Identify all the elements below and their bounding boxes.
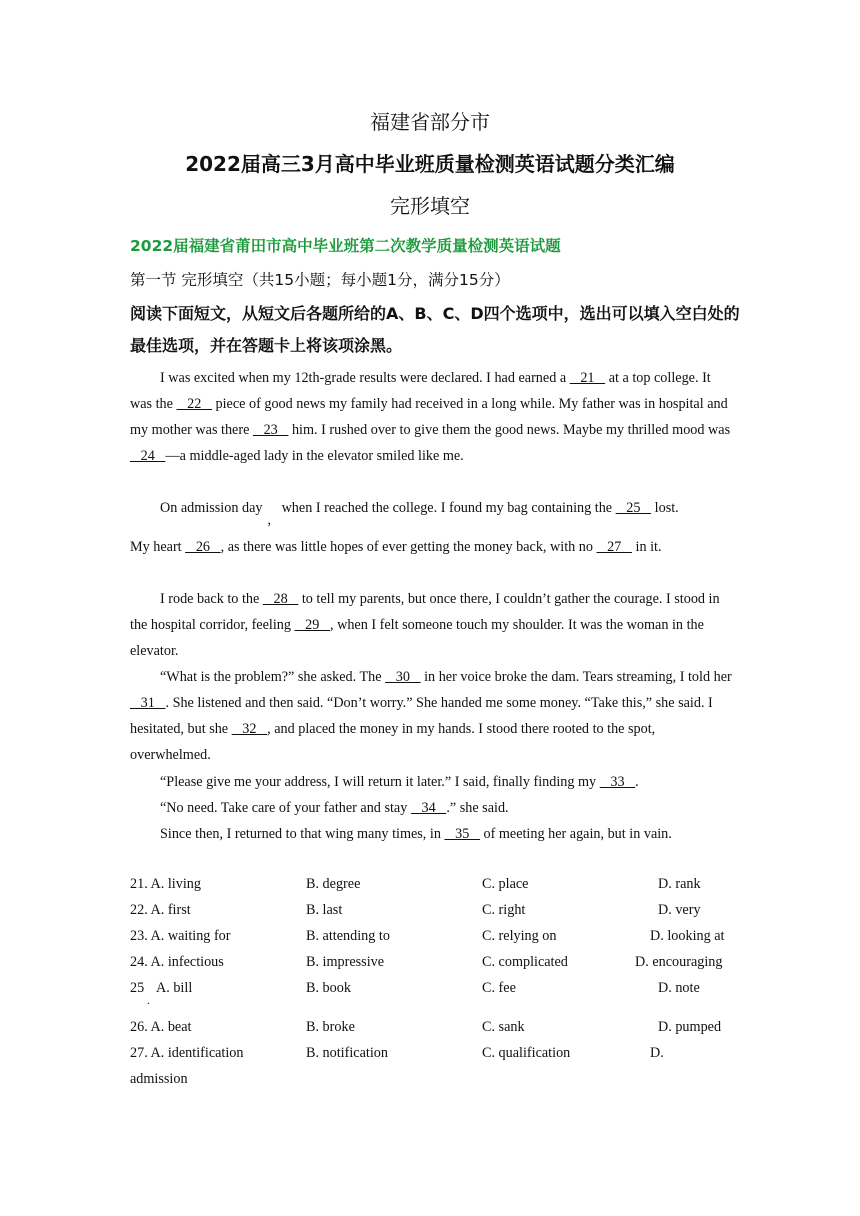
- blank-26: 26: [185, 539, 221, 555]
- passage-text: when I reached the college. I found my bag containing the: [278, 500, 616, 516]
- q26-option-a: 26. A. beat: [130, 1019, 192, 1035]
- q25-number: 25: [130, 980, 145, 996]
- passage-text: .: [635, 774, 639, 790]
- blank-30: 30: [385, 669, 421, 685]
- passage-text: piece of good news my family had received in a long while. My father was in hospital and my mother was there: [130, 396, 728, 438]
- q22-option-d: D. very: [658, 902, 701, 918]
- passage-text: , when I felt someone touch my shoulder. It was the woman in the elevator.: [130, 617, 704, 659]
- passage-text: to tell my parents, but once there, I couldn’t gather the courage. I stood in the hospital corridor, feeling: [130, 591, 720, 633]
- blank-24: 24: [130, 448, 166, 464]
- q25-option-a: A. bill: [156, 980, 193, 996]
- passage-paragraph-1: [130, 365, 736, 469]
- q21-option-d: D. rank: [658, 876, 701, 892]
- q22-option-b: B. last: [306, 902, 343, 918]
- q25-option-c: C. fee: [482, 980, 516, 996]
- blank-35: 35: [444, 826, 480, 842]
- test-title: 2022届福建省莆田市高中毕业班第二次教学质量检测英语试题: [130, 237, 561, 255]
- q23-option-d: D. looking at: [650, 928, 725, 944]
- passage-text: . She listened and then said. “Don’t worry.” She handed me some money. “Take this,” she said. I hesitated, but she: [130, 695, 713, 737]
- q22-option-c: C. right: [482, 902, 526, 918]
- passage-text: .” she said.: [446, 800, 509, 816]
- blank-23: 23: [252, 422, 289, 438]
- blank-32: 32: [231, 721, 268, 737]
- q21-option-c: C. place: [482, 876, 529, 892]
- blank-27: 27: [596, 539, 632, 555]
- q25-stray-mark: .: [147, 993, 150, 1007]
- q27-option-d-text: admission: [130, 1071, 188, 1087]
- q24-option-c: C. complicated: [482, 954, 568, 970]
- stray-comma: ,: [267, 512, 272, 528]
- passage-paragraph-6: [130, 795, 736, 821]
- passage-paragraph-3: [130, 586, 736, 664]
- blank-33: 33: [599, 774, 636, 790]
- passage-paragraph-5: [130, 769, 736, 795]
- q27-option-b: B. notification: [306, 1045, 388, 1061]
- passage-text: , as there was little hopes of ever getting the money back, with no: [220, 539, 597, 555]
- q27-option-c: C. qualification: [482, 1045, 571, 1061]
- q23-option-b: B. attending to: [306, 928, 390, 944]
- blank-28: 28: [262, 591, 299, 607]
- passage-text: in her voice broke the dam. Tears streaming, I told her: [420, 669, 732, 685]
- q23-option-a: 23. A. waiting for: [130, 928, 231, 944]
- q24-option-a: 24. A. infectious: [130, 954, 224, 970]
- q23-option-c: C. relying on: [482, 928, 557, 944]
- instructions: 阅读下面短文，从短文后各题所给的A、B、C、D四个选项中，选出可以填入空白处的最佳选项，并在答题卡上将该项涂黑。: [130, 304, 740, 355]
- blank-25: 25: [615, 500, 652, 516]
- passage-text: “No need. Take care of your father and stay: [160, 800, 411, 816]
- q26-option-c: C. sank: [482, 1019, 525, 1035]
- q26-option-b: B. broke: [306, 1019, 355, 1035]
- passage-text: Since then, I returned to that wing many times, in: [160, 826, 445, 842]
- blank-21: 21: [569, 370, 606, 386]
- passage-paragraph-2-continued: [130, 534, 736, 560]
- document-topic-title: 完形填空: [390, 194, 470, 218]
- passage-text: in it.: [631, 539, 662, 555]
- passage-text: “What is the problem?” she asked. The: [160, 669, 386, 685]
- passage-text: of meeting her again, but in vain.: [479, 826, 672, 842]
- passage-paragraph-2: [130, 495, 736, 528]
- blank-29: 29: [294, 617, 330, 633]
- q27-option-d: D.: [650, 1045, 664, 1061]
- passage-text: lost.: [651, 500, 679, 516]
- blank-22: 22: [176, 396, 212, 412]
- passage-paragraph-4: [130, 664, 736, 768]
- passage-paragraph-7: [130, 821, 736, 847]
- blank-31: 31: [130, 695, 166, 711]
- passage-text: , and placed the money in my hands. I stood there rooted to the spot, overwhelmed.: [130, 721, 656, 763]
- q24-option-b: B. impressive: [306, 954, 385, 970]
- q26-option-d: D. pumped: [658, 1019, 722, 1035]
- document-region-title: 福建省部分市: [370, 110, 490, 134]
- passage-text: I rode back to the: [160, 591, 263, 607]
- passage-text: “Please give me your address, I will return it later.” I said, finally finding my: [160, 774, 600, 790]
- passage-text: —a middle-aged lady in the elevator smiled like me.: [165, 448, 464, 464]
- q21-option-a: 21. A. living: [130, 876, 201, 892]
- passage-text: My heart: [130, 539, 186, 555]
- passage-text: at a top college. It was the: [130, 370, 711, 412]
- q25-option-d: D. note: [658, 980, 700, 996]
- q22-option-a: 22. A. first: [130, 902, 191, 918]
- passage-text: I was excited when my 12th-grade results were declared. I had earned a: [160, 370, 570, 386]
- passage-text: On admission day: [160, 500, 263, 516]
- q25-option-b: B. book: [306, 980, 351, 996]
- document-main-title: 2022届高三3月高中毕业班质量检测英语试题分类汇编: [185, 152, 675, 176]
- section-heading: 第一节 完形填空（共15小题；每小题1分，满分15分）: [130, 271, 510, 289]
- q27-option-a: 27. A. identification: [130, 1045, 244, 1061]
- passage-text: him. I rushed over to give them the good news. Maybe my thrilled mood was: [288, 422, 731, 438]
- blank-34: 34: [410, 800, 447, 816]
- q21-option-b: B. degree: [306, 876, 361, 892]
- q24-option-d: D. encouraging: [635, 954, 723, 970]
